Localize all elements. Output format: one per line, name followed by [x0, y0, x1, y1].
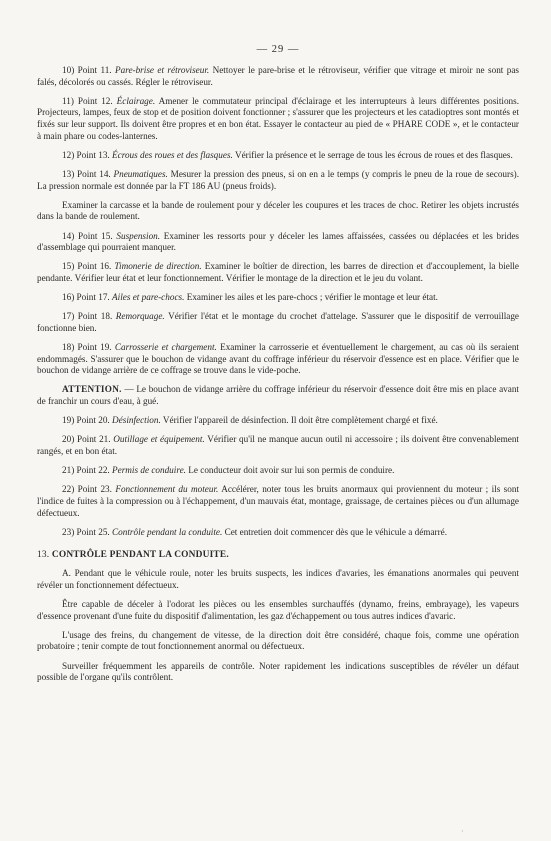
paragraph	[37, 465, 519, 477]
paragraph	[37, 65, 519, 88]
paragraph	[37, 484, 519, 519]
paragraph-text: Amener le commutateur principal d'éclairage et les interrupteurs à leurs différentes positions. Projecteurs, lampes, feux de stop et de position doivent fonctionner ; s'assurer que les projecteurs et les catadioptres sont montés et fixés sur leur support. Ils doivent être propres et en bon état. Essayer le contacteur au pied de « PHARE CODE », et le contacteur à main phare ou codes-lanternes.	[37, 95, 520, 141]
paragraph-text: Accélérer, noter tous les bruits anormaux qui proviennent du moteur ; ils sont l'indice de fuites à la compression ou à l'échappement, d'un mauvais état, montage, graissage, de certaines pièces ou d'un allumage défectueux.	[37, 484, 519, 518]
paragraph-topic: Éclairage.	[116, 95, 156, 106]
paragraph	[37, 415, 519, 427]
paragraph-topic: Écrous des roues et des flasques.	[112, 149, 233, 160]
paragraph	[37, 527, 519, 539]
section-paragraph: Être capable de déceler à l'odorat les pièces ou les ensembles surchauffés (dynamo, freins, embrayage), les vapeurs d'essence provenant d'une fuite du dispositif d'alimentation, les gaz d'échappement ou tous autres indices d'avaric.	[37, 599, 519, 621]
paragraph-topic: Carrosserie et chargement.	[114, 342, 217, 353]
page-dot-mark: ·	[461, 827, 464, 836]
paragraph-topic: Timonerie de direction.	[114, 261, 202, 272]
paragraph-list	[37, 65, 519, 538]
paragraph-topic: Fonctionnement du moteur.	[115, 484, 219, 495]
paragraph-text: Examiner les ressorts pour y déceler les lames affaissées, cassées ou déplacées et les brides d'assemblage qui pourraient manquer.	[37, 230, 519, 253]
section-heading	[37, 550, 519, 560]
paragraph	[37, 434, 519, 457]
paragraph-number: 13) Point 14.	[62, 168, 114, 179]
paragraph-text: Vérifier la présence et le serrage de tous les écrous de roues et des flasques.	[232, 149, 513, 160]
paragraph-text: Vérifier l'appareil de désinfection. Il doit être complètement chargé et fixé.	[160, 415, 438, 426]
paragraph-topic: Contrôle pendant la conduite.	[112, 526, 223, 537]
paragraph-topic: Pneumatiques.	[113, 168, 168, 179]
paragraph-topic: Ailes et pare-chocs.	[112, 292, 185, 303]
paragraph-topic: Permis de conduire.	[112, 465, 186, 476]
paragraph-number: 17) Point 18.	[62, 311, 116, 322]
paragraph-text: Mesurer la pression des pneus, si on en a le temps (y compris le pneu de la roue de secours). La pression normale est donnée par la FT 186 AU (pneus froids).	[37, 168, 520, 191]
paragraph-number: 23) Point 25.	[62, 526, 113, 537]
page-number: — 29 —	[256, 44, 300, 55]
paragraph-text: Nettoyer le pare-brise et le rétroviseur, vérifier que vitrage et miroir ne sont pas falés, décolorés ou cassés. Régler le rétroviseur.	[37, 65, 519, 87]
paragraph-number: 20) Point 21.	[62, 434, 114, 445]
paragraph-number: 14) Point 15.	[62, 230, 117, 241]
paragraph-topic: Pare-brise et rétroviseur.	[115, 65, 210, 75]
paragraph-number: 22) Point 23.	[62, 484, 116, 495]
section-paragraph: A. Pendant que le véhicule roule, noter les bruits suspects, les indices d'avaries, les émanations anormales qui peuvent révéler un fonctionnement défectueux.	[37, 568, 519, 590]
paragraph-text: Vérifier l'état et le montage du crochet d'attelage. S'assurer que le dispositif de verrouillage fonctionne bien.	[37, 311, 519, 333]
paragraph-text: Le conducteur doit avoir sur lui son permis de conduire.	[185, 465, 395, 476]
paragraph-topic: Outillage et équipement.	[113, 434, 205, 445]
paragraph	[37, 342, 519, 377]
paragraph-number: 21) Point 22.	[62, 465, 113, 476]
paragraph-text: Vérifier qu'il ne manque aucun outil ni accessoire ; ils doivent être convenablement rangés, et en bon état.	[37, 434, 519, 456]
paragraph	[37, 292, 519, 304]
paragraph-topic: Suspension.	[116, 230, 161, 241]
paragraph-text: Examiner la carrosserie et éventuellement le chargement, au cas où ils seraient endommagés. S'assurer que le bouchon de vidange avant du coffrage inférieur du réservoir d'essence est en place. Vérifier que le bouchon de vidange arrière de ce coffrage se trouve dans le vide-poche.	[37, 342, 519, 376]
paragraph	[37, 169, 519, 192]
paragraph-text: — Le bouchon de vidange arrière du coffrage inférieur du réservoir d'essence doit être mis en place avant de franchir un cours d'eau, à gué.	[37, 384, 519, 406]
paragraph-number: 19) Point 20.	[62, 415, 113, 426]
section-paragraph: Surveiller fréquemment les appareils de contrôle. Noter rapidement les indications susceptibles de révéler un défaut possible de l'organe qu'ils contrôlent.	[37, 660, 519, 683]
paragraph	[37, 96, 519, 142]
section-paragraph: L'usage des freins, du changement de vitesse, de la direction doit être considéré, chaque fois, comme une opération probatoire ; tenir compte de tout fonctionnement anormal ou défectueux.	[37, 629, 519, 652]
paragraph-number: 16) Point 17.	[62, 292, 113, 303]
paragraph	[37, 261, 519, 284]
section-paragraph-list	[37, 568, 519, 684]
section-title: CONTRÔLE PENDANT LA CONDUITE.	[51, 550, 229, 561]
paragraph-number: 10) Point 11.	[62, 65, 116, 75]
paragraph-warning-label: ATTENTION.	[62, 384, 122, 395]
paragraph	[37, 384, 519, 407]
section-number: 13.	[37, 550, 52, 561]
paragraph-text: Cet entretien doit commencer dès que le véhicule a démarré.	[222, 526, 448, 537]
paragraph-number: 15) Point 16.	[62, 261, 115, 272]
paragraph	[37, 200, 519, 223]
paragraph-topic: Remorquage.	[115, 311, 165, 322]
paragraph	[37, 311, 519, 334]
paragraph-text: Examiner la carcasse et la bande de roulement pour y déceler les coupures et les traces de choc. Retirer les objets incrustés dans la bande de roulement.	[37, 199, 519, 222]
paragraph-topic: Désinfection.	[112, 415, 161, 426]
paragraph-text: Examiner le boîtier de direction, les barres de direction et d'accouplement, la bielle pendante. Vérifier leur état et leur fonctionnement. Vérifier le montage de la direction et le jeu du volant.	[37, 261, 520, 283]
paragraph	[37, 150, 519, 162]
paragraph-number: 12) Point 13.	[62, 149, 113, 160]
paragraph-number: 18) Point 19.	[62, 342, 115, 353]
paragraph	[37, 231, 519, 254]
paragraph-number: 11) Point 12.	[62, 95, 117, 106]
paragraph-text: Examiner les ailes et les pare-chocs ; vérifier le montage et leur état.	[184, 292, 438, 303]
